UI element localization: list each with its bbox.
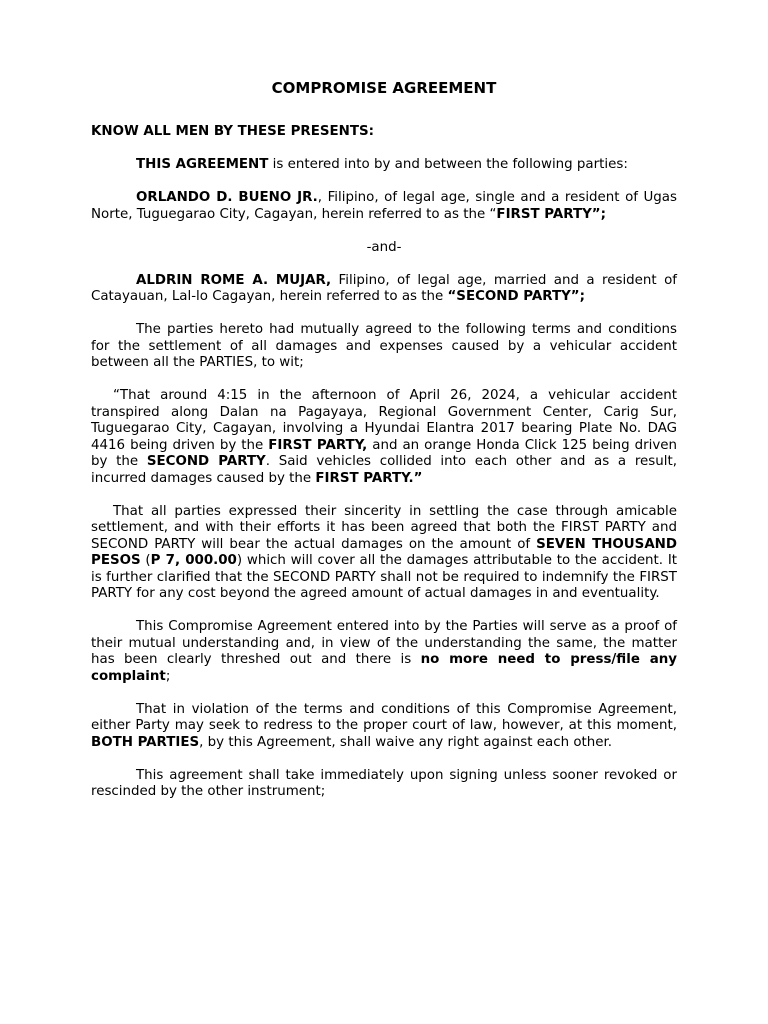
violation-bold: BOTH PARTIES bbox=[91, 734, 200, 750]
document-title: COMPROMISE AGREEMENT bbox=[271, 79, 497, 97]
accident-bold-2: SECOND PARTY bbox=[146, 454, 266, 469]
terms-paragraph: The parties hereto had mutually agreed to the following terms and conditions for the settlement of all damages and expenses caused by a vehicular accident between all the PARTIES, to wit; bbox=[91, 322, 677, 370]
effect-paragraph: This agreement shall take immediately upon signing unless sooner revoked or rescinded by the other instrument; bbox=[91, 767, 677, 799]
first-party-text: , Filipino, of legal age, single and a resident of Ugas Norte, Tuguegarao City, Cagayan, herein referred to as the “ bbox=[91, 190, 677, 222]
second-party-text: Filipino, of legal age, married and a resident of Catayauan, Lal-lo Cagayan, herein referred to as the bbox=[91, 272, 677, 304]
proof-bold: no more need to press/file any complaint bbox=[91, 652, 677, 684]
accident-paragraph bbox=[91, 388, 677, 487]
opening-line bbox=[91, 124, 677, 141]
accident-text-1: “That around 4:15 in the afternoon of April 26, 2024, a vehicular accident transpired along Dalan na Pagayaya, Regional Government Center, Carig Sur, Tuguegarao City, Cagayan, involving a Hyundai Elantra 2017 bearing Plate No. DAG 4416 being driven by the bbox=[91, 388, 677, 453]
second-party-name: ALDRIN ROME A. MUJAR, bbox=[136, 272, 332, 288]
first-party-paragraph bbox=[91, 190, 677, 223]
proof-text-1: This Compromise Agreement entered into by the Parties will serve as a proof of their mutual understanding and, in view of the understanding the same, the matter has been clearly threshed out and there is bbox=[91, 619, 677, 667]
settlement-amount-words: SEVEN THOUSAND PESOS bbox=[91, 536, 678, 568]
settlement-text-2: ( bbox=[140, 553, 151, 568]
settlement-paragraph bbox=[91, 504, 677, 603]
accident-text-3: . Said vehicles collided into each other and as a result, incurred damages caused by the bbox=[91, 454, 677, 486]
violation-text-1: That in violation of the terms and conditions of this Compromise Agreement, either Party may seek to redress to the proper court of law, however, at this moment, bbox=[91, 701, 677, 733]
settlement-text-3: ) which will cover all the damages attributable to the accident. It is further clarified that the SECOND PARTY shall not be required to indemnify the FIRST PARTY for any cost beyond the agreed amount of actual damages in and eventuality. bbox=[91, 553, 678, 601]
settlement-text-1: That all parties expressed their sincerity in settling the case through amicable settlement, and with their efforts it has been agreed that both the FIRST PARTY and SECOND PARTY will bear the actual damages on the amount of bbox=[91, 503, 677, 552]
second-party-paragraph bbox=[91, 273, 677, 306]
violation-text-2: , by this Agreement, shall waive any right against each other. bbox=[199, 734, 613, 750]
first-party-name: ORLANDO D. BUENO JR. bbox=[136, 190, 318, 205]
violation-paragraph bbox=[91, 702, 677, 752]
intro-paragraph bbox=[91, 157, 677, 174]
document-body bbox=[91, 79, 677, 801]
proof-text-2: ; bbox=[165, 668, 171, 684]
accident-bold-3: FIRST PARTY.” bbox=[315, 470, 423, 486]
first-party-label: FIRST PARTY”; bbox=[496, 206, 606, 222]
second-party-label: “SECOND PARTY”; bbox=[447, 289, 585, 304]
accident-bold-1: FIRST PARTY, bbox=[268, 437, 368, 453]
settlement-amount-figure: P 7, 000.00 bbox=[150, 553, 237, 568]
opening-text: KNOW ALL MEN BY THESE PRESENTS: bbox=[91, 124, 375, 139]
and-separator: -and- bbox=[366, 239, 402, 255]
intro-text: is entered into by and between the following parties: bbox=[268, 157, 628, 172]
proof-paragraph bbox=[91, 619, 677, 685]
accident-text-2: and an orange Honda Click 125 being driven by the bbox=[91, 437, 677, 469]
intro-bold: THIS AGREEMENT bbox=[136, 157, 269, 172]
